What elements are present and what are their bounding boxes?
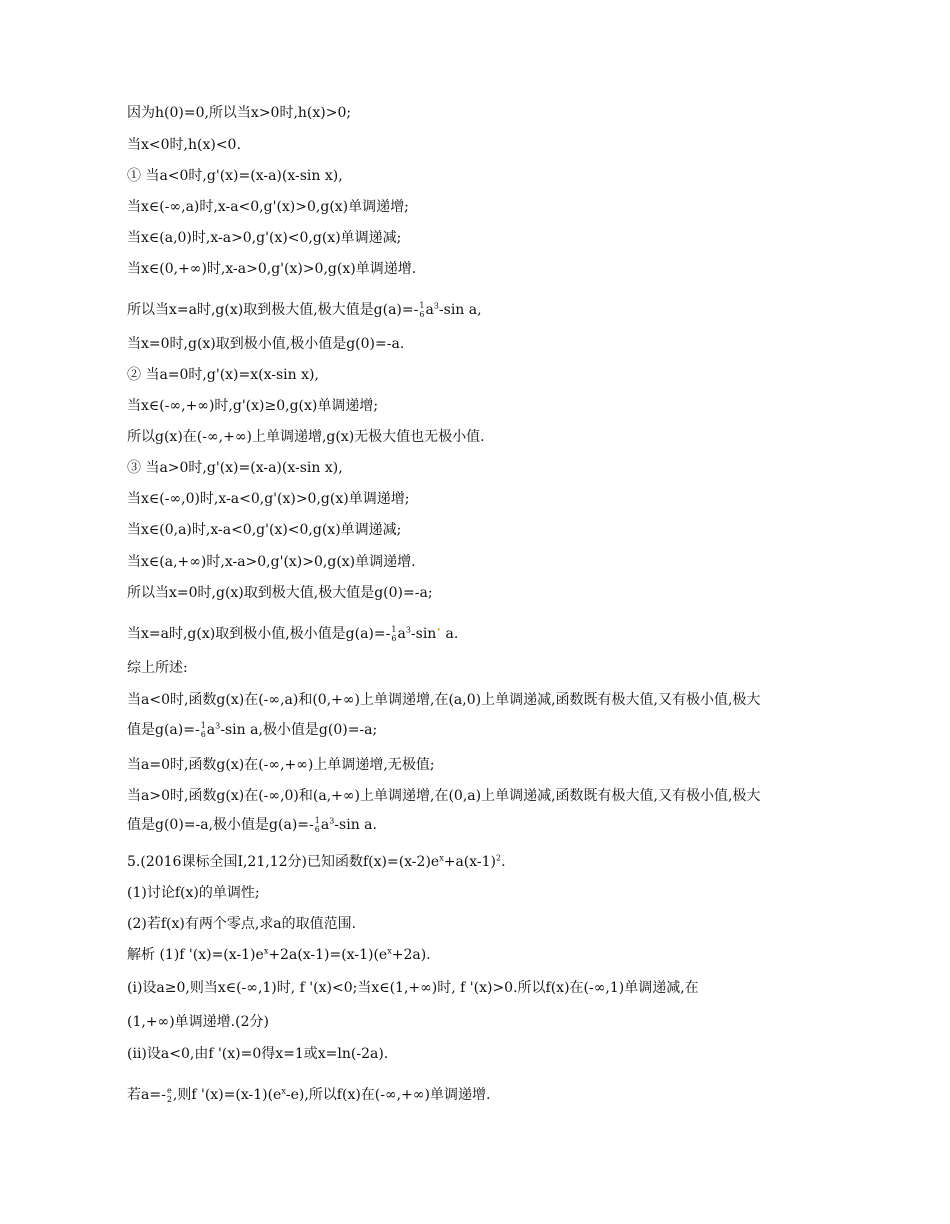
fraction: 1 6 xyxy=(200,721,206,739)
text-line: 因为h(0)=0,所以当x>0时,h(x)>0; xyxy=(127,105,352,121)
text-line: 解析 (1)f '$(x)=(x-1)e^x+2a(x-1)=(x-1)(e^x+2a)$. xyxy=(127,946,431,963)
text-line: (1,+∞)单调递增.(2分) xyxy=(127,1014,269,1030)
text-line: 当x∈(a,0)时,x-a>0,g'(x)<0,g(x)单调递减; xyxy=(127,230,402,246)
text-line: 若a=- e 2 ,则f '$(x)=(x-1)(e^x-e)$,所以f(x)在(-∞,+∞)单调递增. xyxy=(127,1086,491,1104)
text-line: 当a>0时,函数g(x)在(-∞,0)和(a,+∞)上单调递增,在(0,a)上单调递减,函数既有极大值,又有极小值,极大 xyxy=(127,788,761,804)
text-line: 当x=a时,g(x)取到极小值,极小值是g(a)=- 1 6 $a^3-\sin^•$ a. xyxy=(127,625,459,643)
text-line: 所以当x=0时,g(x)取到极大值,极大值是g(0)=-a; xyxy=(127,585,433,601)
text-line: 当x∈(-∞,a)时,x-a<0,g'(x)>0,g(x)单调递增; xyxy=(127,199,409,215)
text-line: 所以当x=a时,g(x)取到极大值,极大值是g(a)=- 1 6 $a^3-\sin$ a, xyxy=(127,301,482,319)
text-line: 5.(2016课标全国Ⅰ,21,12分)已知函数$f(x)=(x-2)e^x+a(x-1)^2$. xyxy=(127,853,506,870)
text-line: 当x∈(-∞,+∞)时,g'(x)≥0,g(x)单调递增; xyxy=(127,398,379,414)
text-line: 当x=0时,g(x)取到极小值,极小值是g(0)=-a. xyxy=(127,336,405,352)
text-line: 当x∈(a,+∞)时,x-a>0,g'(x)>0,g(x)单调递增. xyxy=(127,554,416,570)
text-line: 当x∈(-∞,0)时,x-a<0,g'(x)>0,g(x)单调递增; xyxy=(127,491,410,507)
text-line: (1)讨论f(x)的单调性; xyxy=(127,885,260,901)
text-line: 值是g(a)=- 1 6 $a^3-\sin$ a,极小值是g(0)=-a; xyxy=(127,721,378,739)
text-line: 当a=0时,函数g(x)在(-∞,+∞)上单调递增,无极值; xyxy=(127,757,435,773)
text-line: 值是g(0)=-a,极小值是g(a)=- 1 6 $a^3-\sin$ a. xyxy=(127,816,377,834)
fraction: 1 6 xyxy=(314,816,320,834)
text-line: (ii)设a<0,由f '(x)=0得x=1或x=ln(-2a). xyxy=(127,1046,389,1062)
text-line: ② 当a=0时,g'(x)=x(x-sin x), xyxy=(127,367,319,383)
text-line: 所以g(x)在(-∞,+∞)上单调递增,g(x)无极大值也无极小值. xyxy=(127,429,485,445)
fraction: 1 6 xyxy=(419,301,425,319)
text-line: 当x∈(0,+∞)时,x-a>0,g'(x)>0,g(x)单调递增. xyxy=(127,261,417,277)
text-line: 综上所述: xyxy=(127,660,188,676)
stray-mark: • xyxy=(436,625,442,635)
text-line: 当x<0时,h(x)<0. xyxy=(127,137,241,153)
fraction: 1 6 xyxy=(391,625,397,643)
text-line: ① 当a<0时,g'(x)=(x-a)(x-sin x), xyxy=(127,168,343,184)
text-line: (i)设a≥0,则当x∈(-∞,1)时, f '(x)<0;当x∈(1,+∞)时, f '(x)>0.所以f(x)在(-∞,1)单调递减,在 xyxy=(127,980,699,996)
fraction: e 2 xyxy=(166,1086,172,1104)
text-line: ③ 当a>0时,g'(x)=(x-a)(x-sin x), xyxy=(127,460,343,476)
text-line: 当a<0时,函数g(x)在(-∞,a)和(0,+∞)上单调递增,在(a,0)上单调递减,函数既有极大值,又有极小值,极大 xyxy=(127,692,761,708)
text-line: 当x∈(0,a)时,x-a<0,g'(x)<0,g(x)单调递减; xyxy=(127,522,402,538)
text-line: (2)若f(x)有两个零点,求a的取值范围. xyxy=(127,916,357,932)
